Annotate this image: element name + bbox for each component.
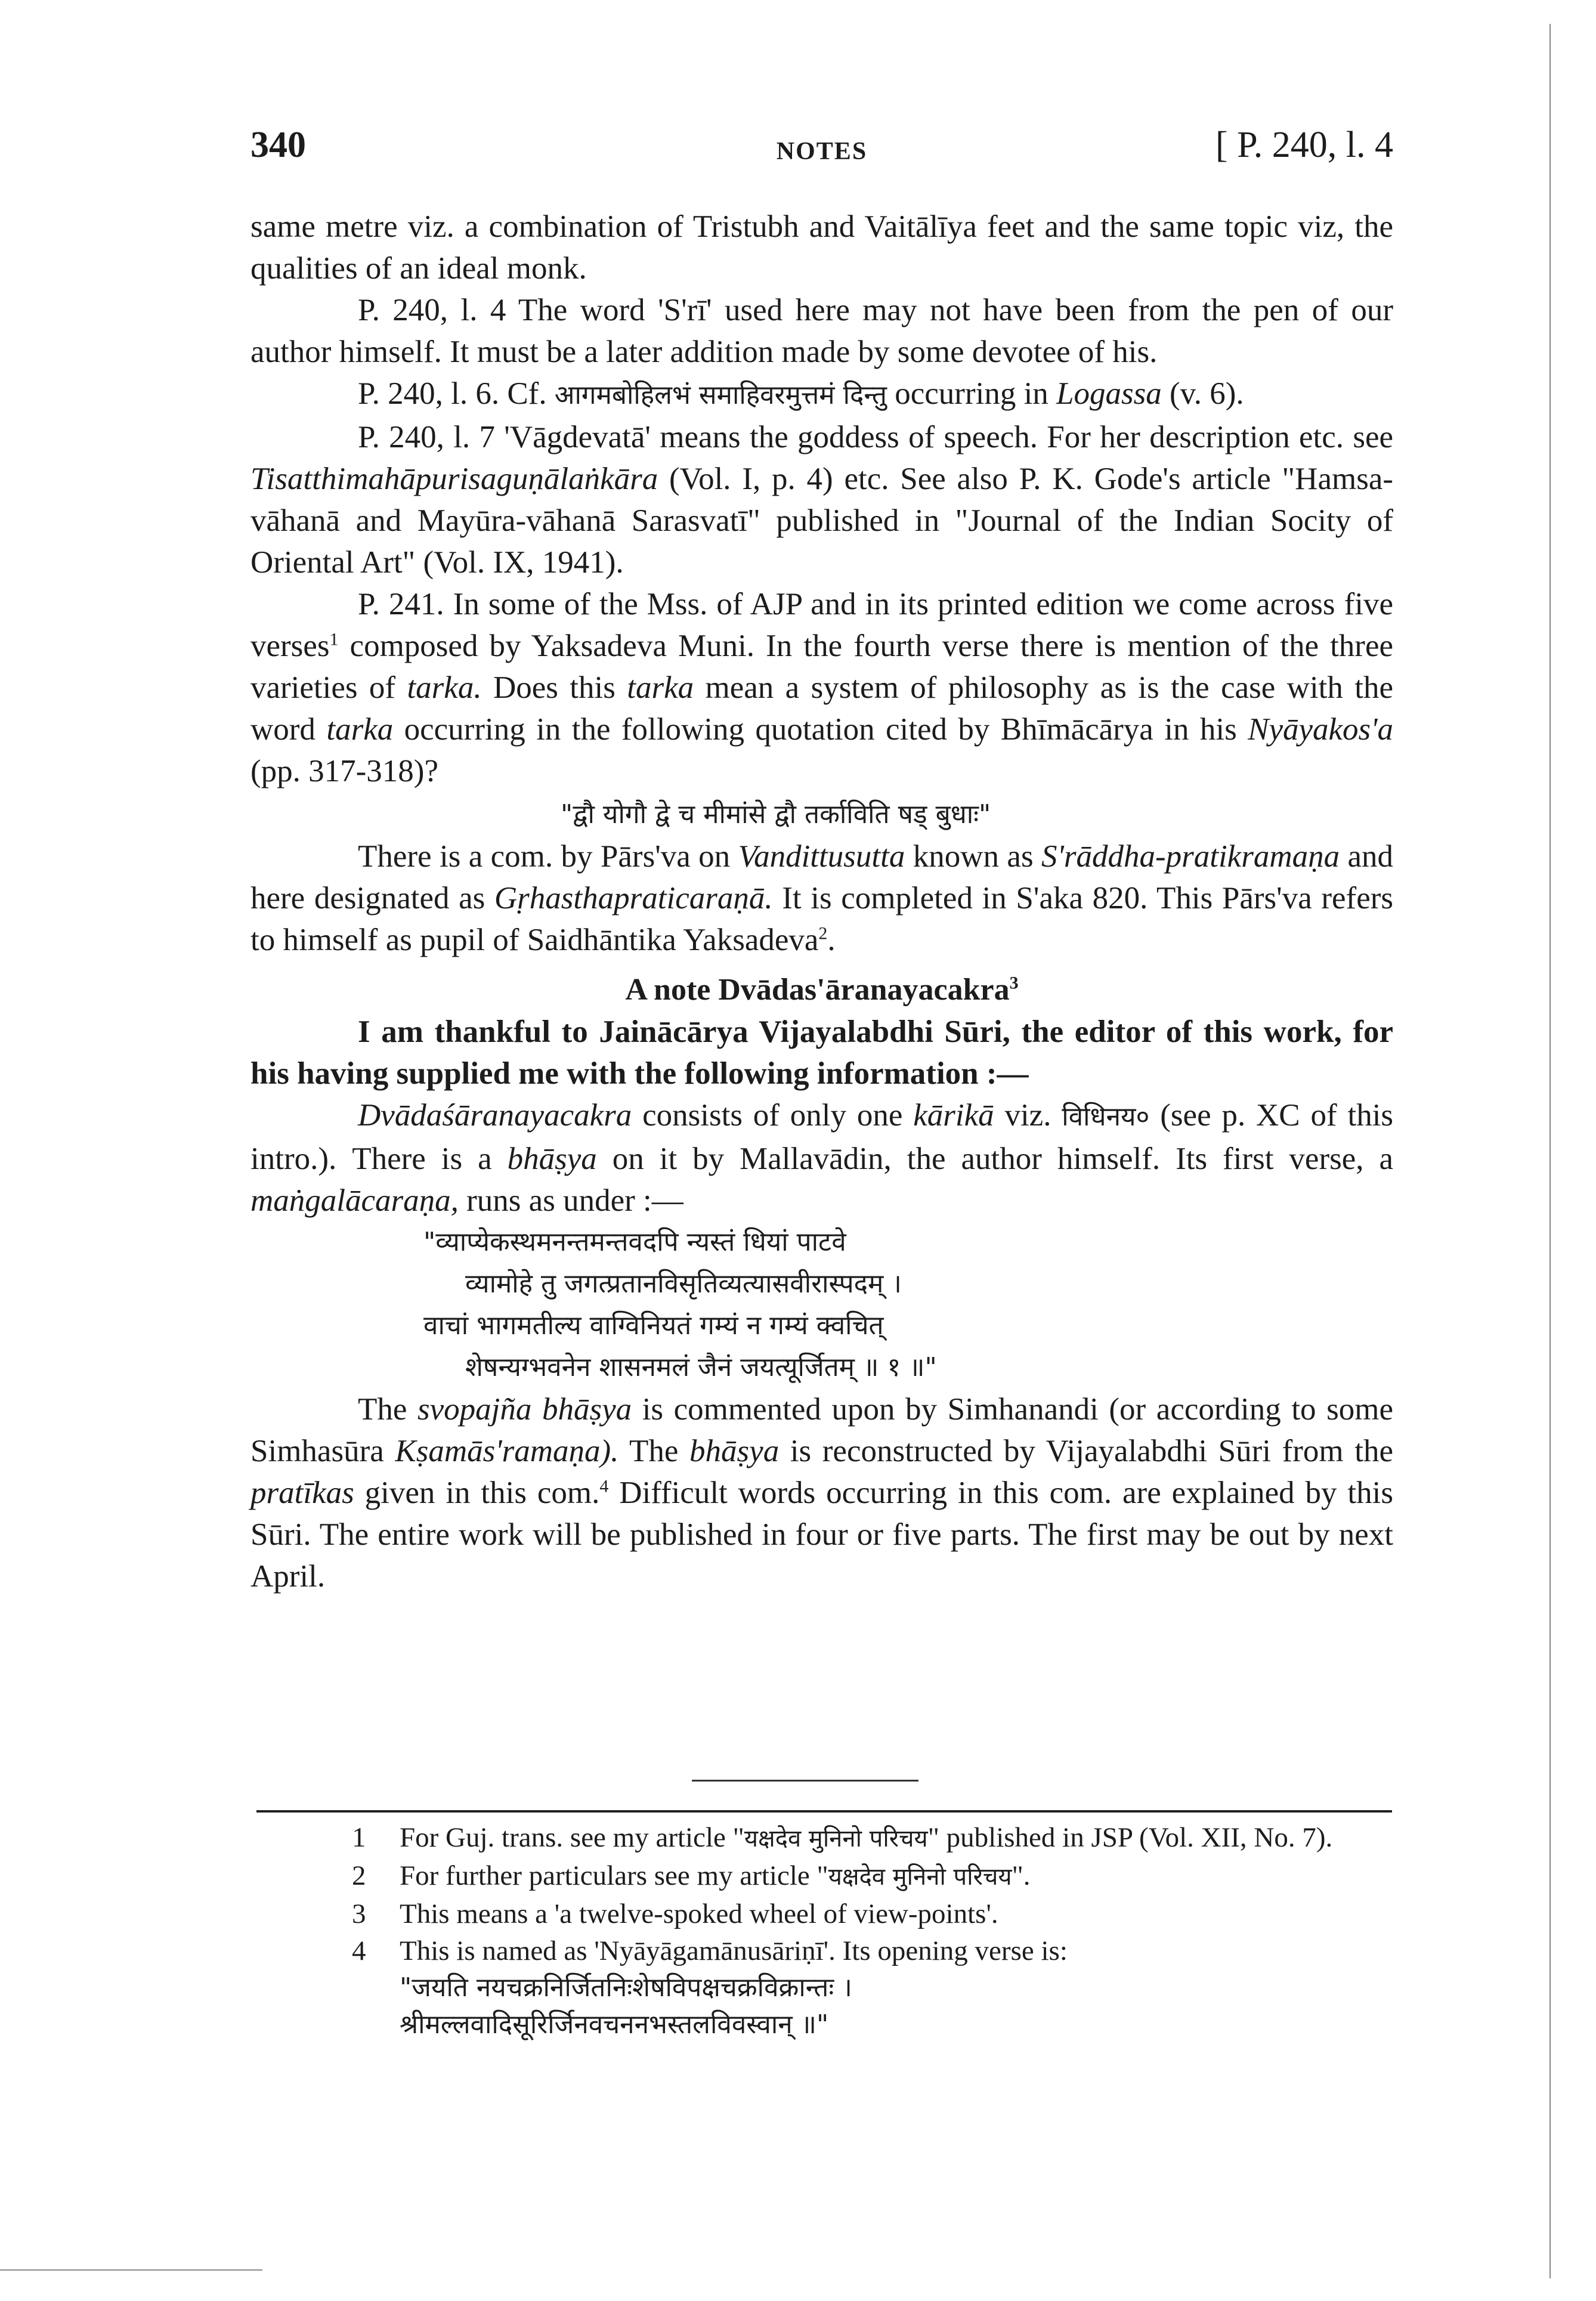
verse-line: "व्याप्येकस्थमनन्तमन्तवदपि न्यस्तं धियां पाटवे	[423, 1227, 846, 1257]
footnote: 3 This means a 'a twelve-spoked wheel of view-points'.	[256, 1895, 1390, 1932]
devanagari-quote: आगमबोहिलभं समाहिवरमुत्तमं दिन्तु	[554, 380, 887, 410]
footnote-verse	[256, 1969, 1390, 2043]
footnote-number: 2	[352, 1860, 366, 1891]
verse-line: "जयति नयचक्रनिर्जितनिःशेषविपक्षचक्रविक्रान्तः ।	[400, 1972, 852, 2003]
verse-line: व्यामोहे तु जगत्प्रतानविसृतिव्यत्यासवीरास्पदम् ।	[465, 1269, 902, 1299]
footnote-ref-3: 3	[1009, 973, 1019, 993]
mangalacarana-verse	[250, 1221, 1393, 1388]
paragraph-parsva: There is a com. by Pārs'va on Vandittusutta known as S'rāddha-pratikramaṇa and here designated as Gṛhasthapraticaraṇā. It is completed in S'aka 820. This Pārs'va refers to himself as pupil of Saidhāntika Yaksadeva$^2$.	[250, 839, 1394, 957]
footnote: 1 For Guj. trans. see my article "यक्षदेव मुनिनो परिचय" published in JSP (Vol. XII, No. 7).	[256, 1819, 1390, 1857]
main-text	[250, 206, 1393, 1597]
footnote-ref-2: 2	[818, 923, 828, 944]
paragraph-thanks: I am thankful to Jainācārya Vijayalabdhi Sūri, the editor of this work, for his having supplied me with the following information :—	[250, 1015, 1393, 1091]
footnote-ref-4: 4	[599, 1476, 609, 1496]
paragraph-bhasya: The svopajña bhāṣya is commented upon by Simhanandi (or according to some Simhasūra Kṣamās'ramaṇa). The bhāṣya is reconstructed by Vijayalabdhi Sūri from the pratīkas given in this com.$^4$ Difficult words occurring in this com. are explained by this Sūri. The entire work will be published in four or five parts. The first may be out by next April.	[250, 1392, 1394, 1594]
footnote-number: 3	[352, 1898, 366, 1929]
running-header	[250, 124, 1393, 178]
page-reference: [ P. 240, l. 4	[1215, 125, 1393, 165]
footnote-number: 4	[352, 1935, 366, 1966]
scan-bottom-line	[0, 2269, 262, 2271]
footnote-ref-1: 1	[329, 629, 339, 650]
note-p240-l6: P. 240, l. 6. Cf. आगमबोहिलभं समाहिवरमुत्तमं दिन्तु occurring in Logassa (v. 6).	[358, 376, 1244, 411]
running-title: NOTES	[776, 138, 868, 165]
sanskrit-quotation: "द्वौ योगौ द्वे च मीमांसे द्वौ तर्काविति षड् बुधाः"	[561, 799, 991, 830]
note-p240-l7: P. 240, l. 7 'Vāgdevatā' means the goddess of speech. For her description etc. see Tisatthimahāpurisaguṇālaṅkāra (Vol. I, p. 4) etc. See also P. K. Gode's article "Hamsa-vāhanā and Mayūra-vāhanā Sarasvatī" published in "Journal of the Indian Socity of Oriental Art" (Vol. IX, 1941).	[250, 420, 1393, 580]
verse-line: शेषन्यग्भवनेन शासनमलं जैनं जयत्यूर्जितम् ॥ १ ॥"	[465, 1352, 937, 1383]
note-p241: P. 241. In some of the Mss. of AJP and in its printed edition we come across five verses$^1$ composed by Yaksadeva Muni. In the fourth verse there is mention of the three varieties of tarka. Does this tarka mean a system of philosophy as is the case with the word tarka occurring in the following quotation cited by Bhīmācārya in his Nyāyakos'a (pp. 317-318)?	[250, 587, 1394, 788]
footnote: 4 This is named as 'Nyāyāgamānusāriṇī'. Its opening verse is:	[256, 1932, 1390, 1969]
section-heading: A note Dvādas'āranayacakra$^3$	[625, 973, 1019, 1007]
paragraph-continuation: same metre viz. a combination of Tristubh and Vaitālīya feet and the same topic viz, the qualities of an ideal monk.	[250, 209, 1393, 286]
footnotes	[256, 1819, 1390, 2043]
footnote-number: 1	[352, 1822, 366, 1853]
verse-line: वाचां भागमतील्य वाग्विनियतं गम्यं न गम्यं क्वचित्	[423, 1310, 884, 1341]
footnote: 2 For further particulars see my article "यक्षदेव मुनिनो परिचय".	[256, 1857, 1390, 1895]
paragraph-karika: Dvādaśāranayacakra consists of only one kārikā viz. विधिनय० (see p. XC of this intro.). There is a bhāṣya on it by Mallavādin, the author himself. Its first verse, a maṅgalācaraṇa, runs as under :—	[250, 1098, 1394, 1218]
scan-edge-line	[1549, 24, 1551, 2278]
note-p240-l4: P. 240, l. 4 The word 'S'rī' used here may not have been from the pen of our author himself. It must be a later addition made by some devotee of his.	[250, 293, 1393, 369]
verse-line: श्रीमल्लवादिसूरिर्जिनवचननभस्तलविवस्वान् ॥"	[400, 2009, 829, 2040]
page-number: 340	[250, 125, 306, 165]
section-end-rule	[692, 1780, 918, 1782]
footnote-separator	[256, 1810, 1392, 1813]
